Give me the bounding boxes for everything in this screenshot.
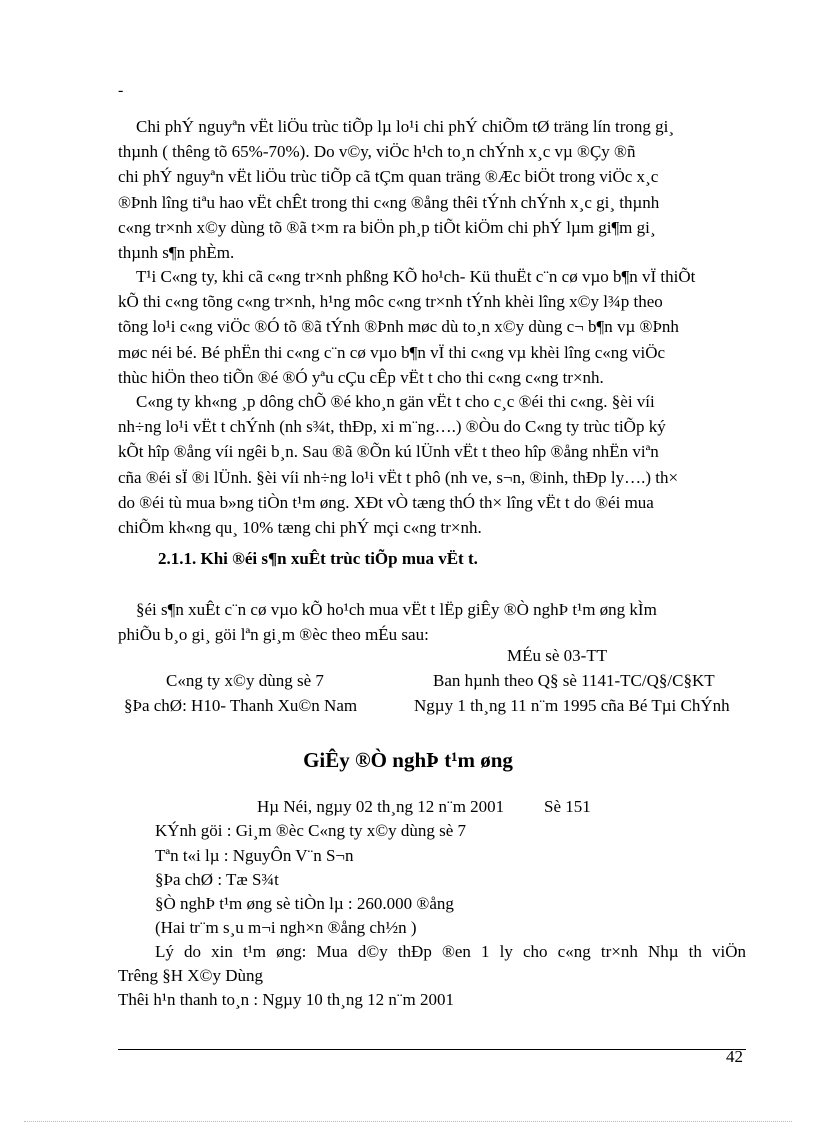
addressee: KÝnh göi : Gi¸m ®èc C«ng ty x©y dùng sè 7 bbox=[155, 821, 467, 840]
decree-date: Ngµy 1 th¸ng 11 n¨m 1995 cña Bé Tµi ChÝnh bbox=[414, 696, 730, 715]
text-line: T¹i C«ng ty, khi cã c«ng tr×nh phßng KÕ ho¹ch- Kü thuËt c¨n cø vµo b¶n vÏ thiÕt bbox=[136, 267, 696, 286]
form-number: MÉu sè 03-TT bbox=[507, 646, 608, 665]
advance-reason-continued: Trêng §H X©y Dùng bbox=[118, 966, 263, 985]
amount-in-words: (Hai tr¨m s¸u m¬i ngh×n ®ång ch½n ) bbox=[155, 918, 417, 937]
page-bottom-edge bbox=[24, 1121, 792, 1122]
place-date: Hµ Néi, ngµy 02 th¸ng 12 n¨m 2001 bbox=[257, 797, 505, 816]
text-line: phiÕu b¸o gi¸ göi lªn gi¸m ®èc theo mÉu sau: bbox=[118, 625, 429, 645]
text-line: chiÕm kh«ng qu¸ 10% tæng chi phÝ mçi c«ng tr×nh. bbox=[118, 518, 482, 538]
payment-deadline: Thêi h¹n thanh to¸n : Ngµy 10 th¸ng 12 n¨m 2001 bbox=[118, 990, 454, 1009]
company-address: §Þa chØ: H10- Thanh Xu©n Nam bbox=[124, 696, 358, 715]
text-line: thµnh s¶n phÈm. bbox=[118, 243, 235, 263]
page-number: 42 bbox=[726, 1047, 743, 1066]
text-line: kÕ thi c«ng tõng c«ng tr×nh, h¹ng môc c«ng tr×nh tÝnh khèi lîng x©y l¾p theo bbox=[118, 292, 663, 312]
paragraph-company-planning bbox=[118, 264, 746, 390]
company-name: C«ng ty x©y dùng sè 7 bbox=[166, 671, 324, 690]
text-line: thµnh ( thêng tõ 65%-70%). Do v©y, viÖc h¹ch to¸n chÝnh x¸c vµ ®Çy ®ñ bbox=[118, 142, 636, 162]
document-title: GiÊy ®Ò nghÞ t¹m øng bbox=[303, 748, 513, 772]
advance-reason: Lý do xin t¹m øng: Mua d©y thÐp ®en 1 ly cho c«ng tr×nh Nhµ th viÖn bbox=[155, 942, 746, 961]
text-line: chi phÝ nguyªn vËt liÖu trùc tiÕp cã tÇm quan träng ®Æc biÖt trong viÖc x¸c bbox=[118, 167, 659, 187]
text-line: kÕt hîp ®ång víi ngêi b¸n. Sau ®ã ®Õn kú lÜnh vËt t theo hîp ®ång nhËn viªn bbox=[118, 442, 659, 462]
paragraph-material-cost bbox=[118, 114, 746, 265]
text-line: do ®éi tù mua b»ng tiÒn t¹m øng. XÐt vÒ tæng thÓ th× lîng vËt t do ®éi mua bbox=[118, 492, 654, 512]
document-number: Sè 151 bbox=[544, 797, 591, 816]
text-line: C«ng ty kh«ng ¸p dông chÕ ®é kho¸n gän vËt t cho c¸c ®éi thi c«ng. §èi víi bbox=[136, 392, 655, 411]
section-heading: 2.1.1. Khi ®éi s¶n xuÊt trùc tiÕp mua vËt t. bbox=[158, 549, 478, 568]
requester-name: Tªn t«i lµ : NguyÔn V¨n S¬n bbox=[155, 846, 354, 865]
advance-amount: §Ò nghÞ t¹m øng sè tiÒn lµ : 260.000 ®ång bbox=[155, 894, 454, 913]
stray-dash: - bbox=[118, 82, 124, 99]
paragraph-advance-request bbox=[118, 597, 746, 647]
paragraph-supply-policy bbox=[118, 389, 746, 540]
text-line: c«ng tr×nh x©y dùng tõ ®ã t×m ra biÖn ph¸p tiÕt kiÖm chi phÝ lµm gi¶m gi¸ bbox=[118, 217, 656, 237]
text-line: tõng lo¹i c«ng viÖc ®Ó tõ ®ã tÝnh ®Þnh møc dù to¸n x©y dùng c¬ b¶n vµ ®Þnh bbox=[118, 317, 679, 337]
text-line: Chi phÝ nguyªn vËt liÖu trùc tiÕp lµ lo¹i chi phÝ chiÕm tØ träng lín trong gi¸ bbox=[136, 117, 675, 136]
decree-reference: Ban hµnh theo Q§ sè 1141-TC/Q§/C§KT bbox=[433, 671, 715, 690]
requester-address: §Þa chØ : Tæ S¾t bbox=[155, 870, 279, 889]
text-line: thùc hiÖn theo tiÕn ®é ®Ó yªu cÇu cÊp vËt t cho thi c«ng c«ng tr×nh. bbox=[118, 367, 604, 387]
text-line: møc néi bé. Bé phËn thi c«ng c¨n cø vµo b¶n vÏ thi c«ng vµ khèi lîng c«ng viÖc bbox=[118, 342, 666, 362]
text-line: cña ®éi sÏ ®i lÜnh. §èi víi nh÷ng lo¹i vËt t phô (nh ve, s¬n, ®inh, thÐp ly….) th× bbox=[118, 467, 679, 487]
text-line: §éi s¶n xuÊt c¨n cø vµo kÕ ho¹ch mua vËt t lËp giÊy ®Ò nghÞ t¹m øng kÌm bbox=[136, 600, 657, 619]
text-line: nh÷ng lo¹i vËt t chÝnh (nh s¾t, thÐp, xi m¨ng….) ®Òu do C«ng ty trùc tiÕp ký bbox=[118, 417, 666, 437]
text-line: ®Þnh lîng tiªu hao vËt chÊt trong thi c«ng ®ång thêi tÝnh chÝnh x¸c gi¸ thµnh bbox=[118, 192, 660, 212]
footer-rule bbox=[118, 1049, 746, 1050]
